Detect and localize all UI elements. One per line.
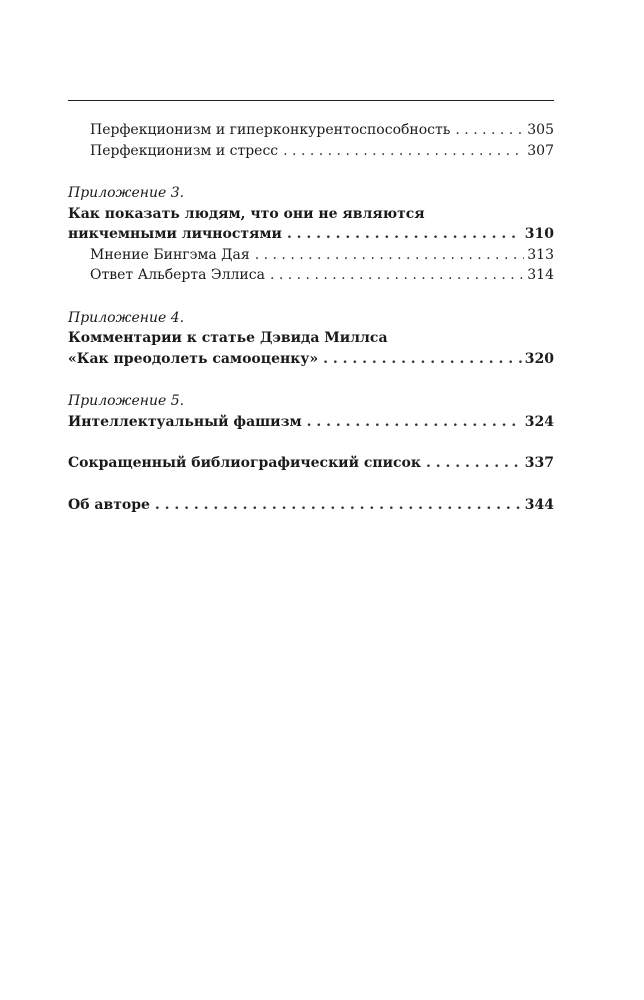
page-number: 313 bbox=[527, 246, 554, 263]
toc-entry-perfectionism-stress[interactable] bbox=[68, 141, 554, 162]
appendix-5-label: Приложение 5. bbox=[68, 393, 185, 409]
toc-entry-albert-ellis-reply[interactable] bbox=[68, 265, 554, 286]
dot-leader bbox=[287, 224, 522, 245]
toc-entry-bibliography[interactable] bbox=[68, 453, 554, 474]
dot-leader bbox=[455, 120, 524, 141]
toc-entry-perfectionism-hypercompetitiveness[interactable] bbox=[68, 120, 554, 141]
dot-leader bbox=[283, 141, 524, 162]
appendix-3-title-line1[interactable]: Как показать людям, что они не являются bbox=[68, 205, 425, 222]
toc-entry-bingham-dai[interactable] bbox=[68, 245, 554, 266]
dot-leader bbox=[270, 265, 524, 286]
page-number: 307 bbox=[527, 142, 554, 159]
entry-title: Перфекционизм и гиперконкурентоспособность bbox=[90, 122, 451, 138]
dot-leader bbox=[426, 453, 522, 474]
page-number: 324 bbox=[524, 413, 554, 430]
entry-title: Интеллектуальный фашизм bbox=[68, 413, 302, 430]
page-number: 310 bbox=[524, 226, 554, 242]
toc-entry-about-author[interactable] bbox=[68, 495, 554, 516]
top-rule bbox=[68, 100, 554, 101]
appendix-4-title-line1[interactable]: Комментарии к статье Дэвида Миллса bbox=[68, 330, 388, 346]
entry-title: Сокращенный библиографический список bbox=[68, 455, 421, 471]
entry-title: никчемными личностями bbox=[68, 226, 282, 242]
page-number: 305 bbox=[527, 122, 554, 138]
dot-leader bbox=[155, 495, 522, 516]
page-number: 337 bbox=[524, 455, 554, 471]
dot-leader bbox=[323, 349, 522, 370]
toc-entry-appendix-5[interactable] bbox=[68, 412, 554, 433]
page-number: 344 bbox=[524, 496, 554, 513]
toc-entry-appendix-3[interactable] bbox=[68, 224, 554, 245]
appendix-3-label: Приложение 3. bbox=[68, 185, 185, 201]
entry-title: Ответ Альберта Эллиса bbox=[90, 267, 265, 283]
dot-leader bbox=[307, 412, 522, 433]
appendix-4-label: Приложение 4. bbox=[68, 309, 185, 326]
page-number: 320 bbox=[524, 350, 554, 367]
entry-title: Об авторе bbox=[68, 496, 150, 513]
entry-title: «Как преодолеть самооценку» bbox=[68, 350, 319, 367]
table-of-contents bbox=[68, 120, 554, 515]
entry-title: Перфекционизм и стресс bbox=[90, 142, 279, 159]
page-number: 314 bbox=[527, 267, 554, 283]
toc-entry-appendix-4[interactable] bbox=[68, 349, 554, 370]
dot-leader bbox=[255, 245, 525, 266]
entry-title: Мнение Бингэма Дая bbox=[90, 246, 250, 263]
